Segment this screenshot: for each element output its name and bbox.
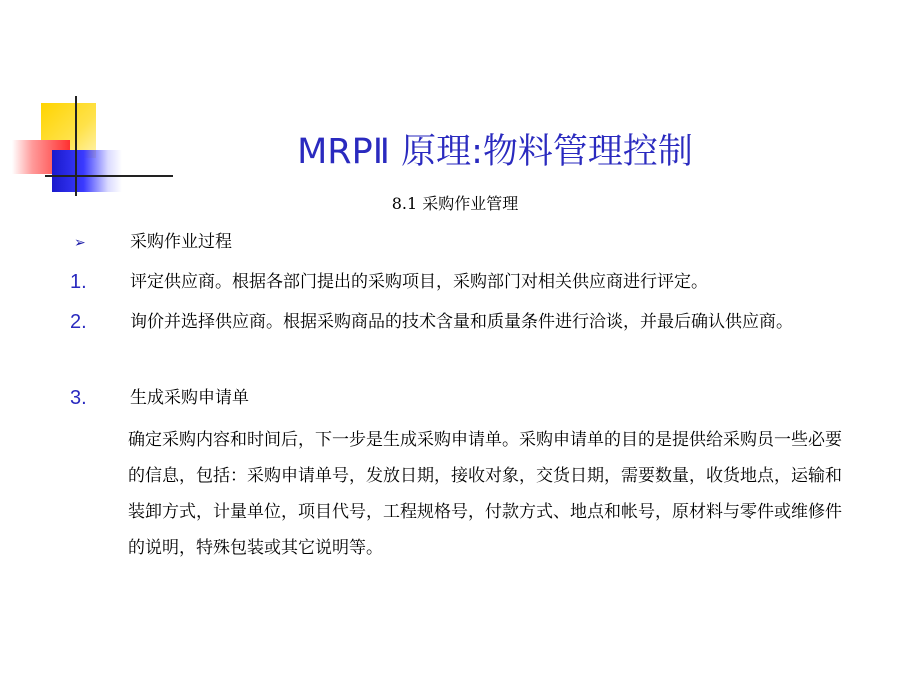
arrow-bullet-icon: ➢ bbox=[74, 234, 86, 250]
list-number: 3. bbox=[70, 387, 87, 409]
list-number: 1. bbox=[70, 271, 87, 293]
slide-title: MRPⅡ 原理:物料管理控制 bbox=[297, 132, 693, 172]
list-number: 2. bbox=[70, 311, 87, 333]
list-item-text: 评定供应商。根据各部门提出的采购项目，采购部门对相关供应商进行评定。 bbox=[130, 272, 708, 292]
decor-horizontal-line bbox=[45, 175, 173, 177]
list-item-text: 询价并选择供应商。根据采购商品的技术含量和质量条件进行洽谈，并最后确认供应商。 bbox=[130, 312, 793, 332]
body-paragraph: 确定采购内容和时间后，下一步是生成采购申请单。采购申请单的目的是提供给采购员一些必要的信息，包括：采购申请单号，发放日期，接收对象，交货日期，需要数量，收货地点，运输和装卸方式，计量单位，项目代号，工程规格号，付款方式、地点和帐号，原材料与零件或维修件的说明，特殊包装或其它说明等。 bbox=[128, 430, 842, 558]
slide-subtitle: 8.1 采购作业管理 bbox=[391, 194, 519, 213]
list-item-text: 生成采购申请单 bbox=[130, 388, 249, 408]
list-item-text: 采购作业过程 bbox=[130, 232, 232, 252]
